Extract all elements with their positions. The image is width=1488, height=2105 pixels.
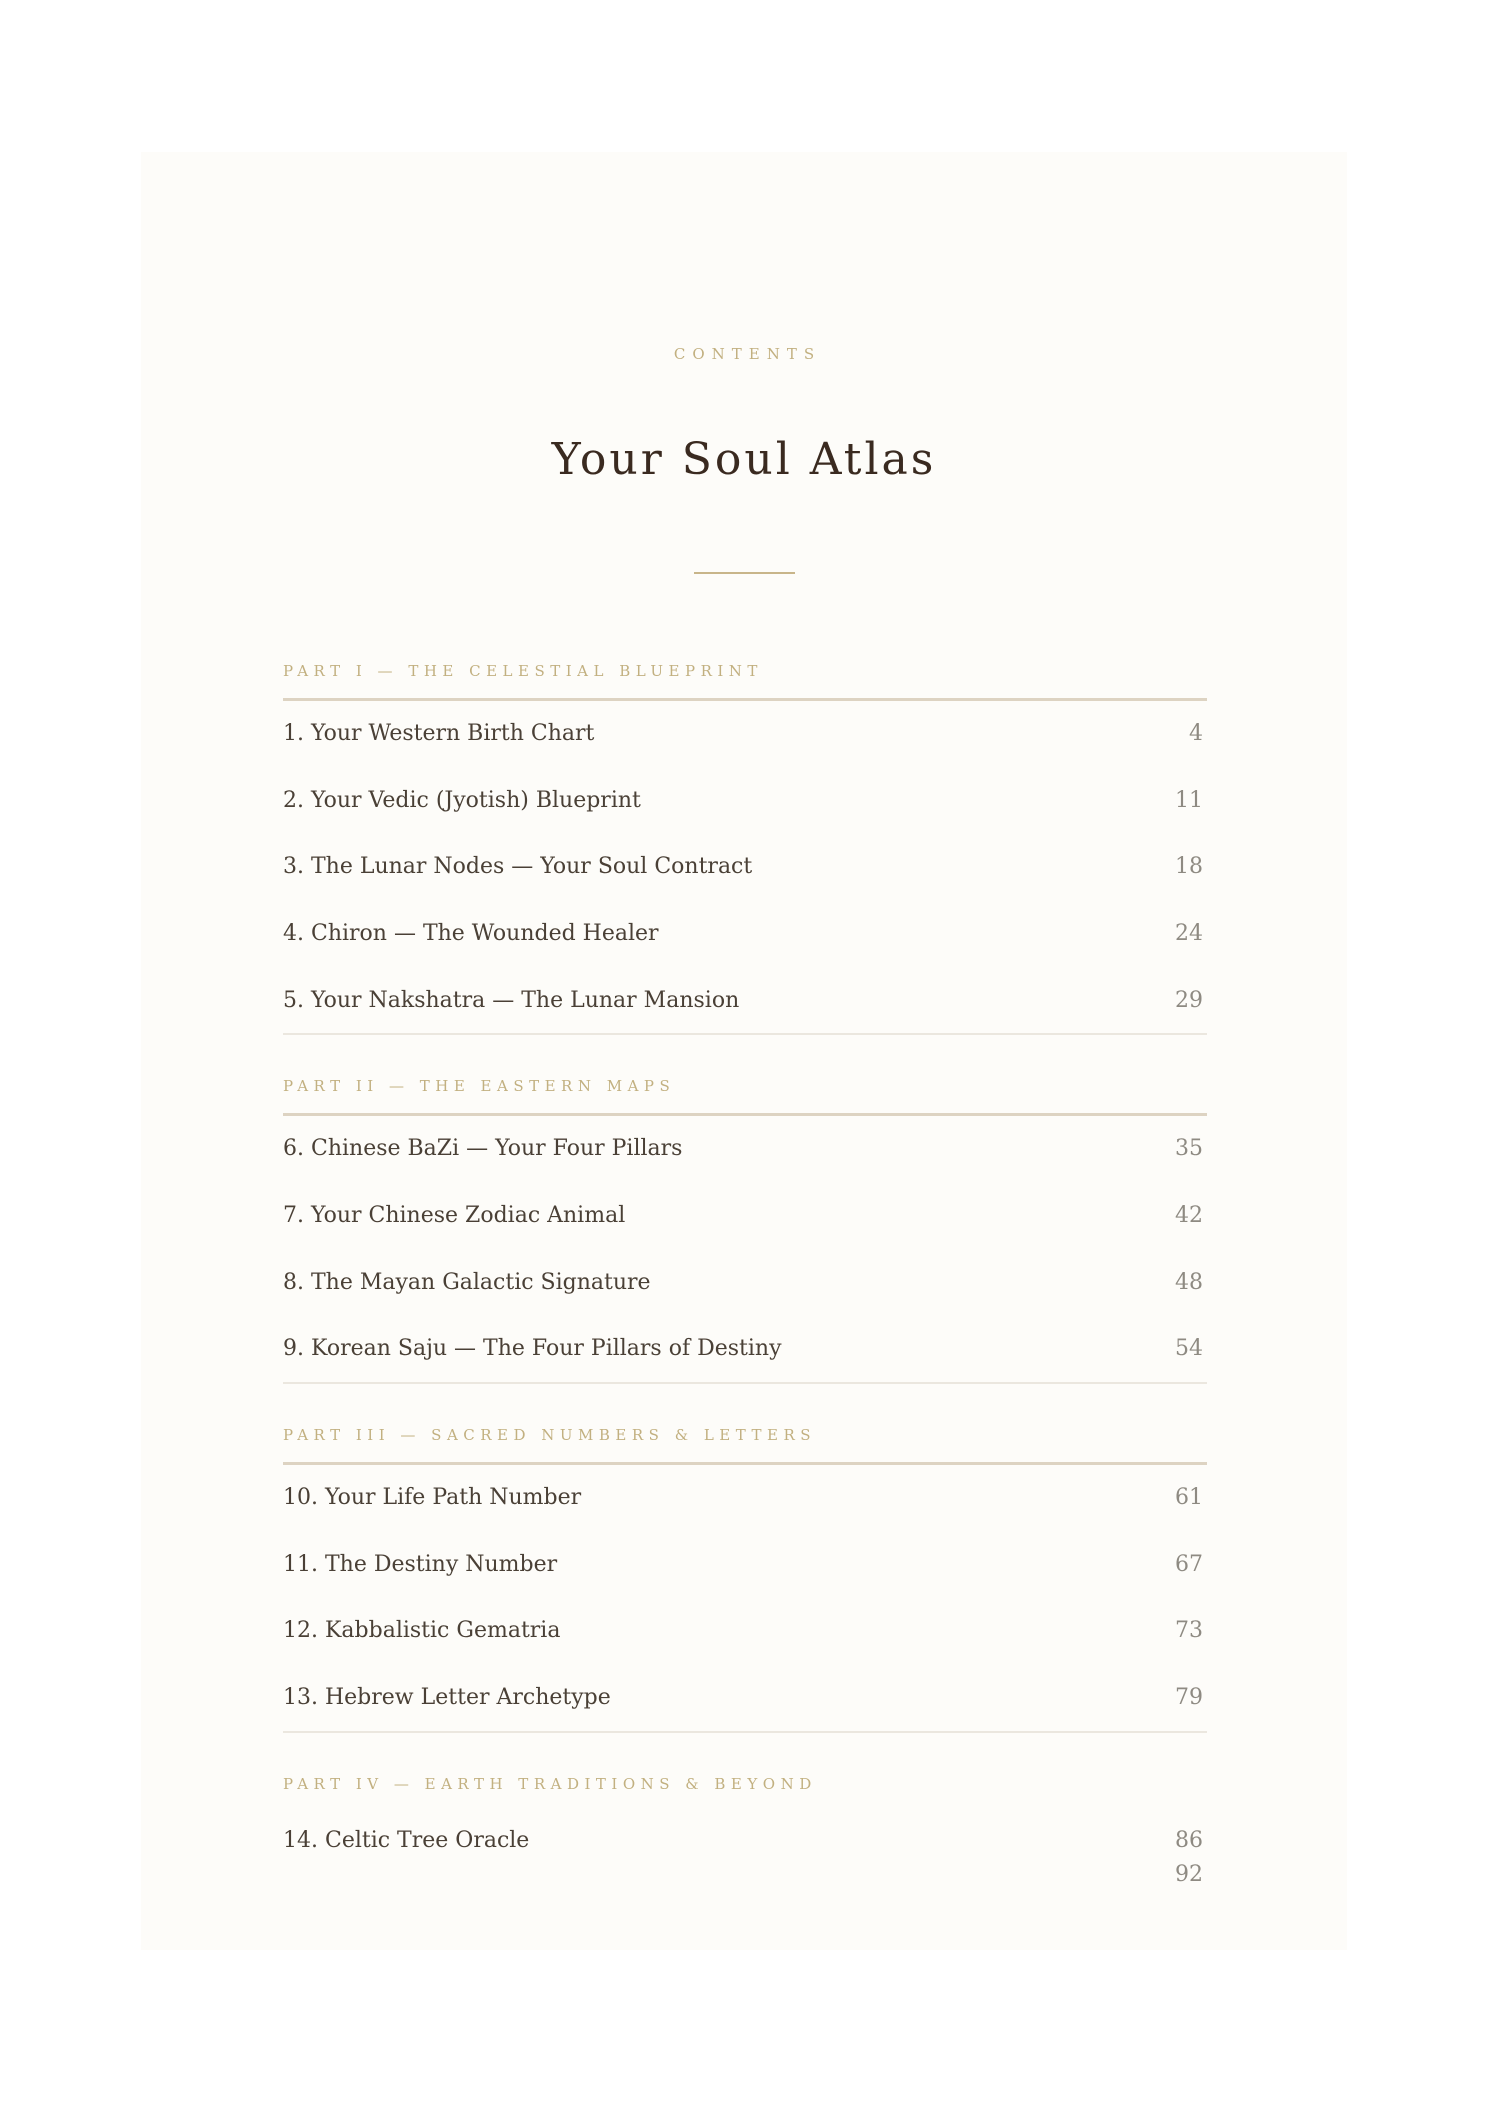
entry-page: 11 [1175, 787, 1203, 813]
entry-page: 61 [1175, 1485, 1203, 1511]
entry-title: 3. The Lunar Nodes — Your Soul Contract [283, 854, 753, 880]
entry-page: 48 [1175, 1269, 1203, 1295]
part-2 [283, 1075, 1207, 1384]
entry-title: 13. Hebrew Letter Archetype [283, 1685, 611, 1711]
entry-title: 10. Your Life Path Number [283, 1485, 582, 1511]
entry-page: 73 [1175, 1618, 1203, 1644]
entry-title: 2. Your Vedic (Jyotish) Blueprint [283, 787, 641, 813]
entry-title: 8. The Mayan Galactic Signature [283, 1269, 651, 1295]
entry-page: 4 [1189, 720, 1203, 746]
entry-page: 79 [1175, 1685, 1203, 1711]
title-divider [694, 572, 795, 574]
entry-title: 9. Korean Saju — The Four Pillars of Destiny [283, 1336, 782, 1362]
toc-entry[interactable] [283, 1115, 1207, 1182]
toc-entry[interactable] [283, 700, 1207, 767]
toc-entry[interactable] [283, 967, 1207, 1034]
entry-page: 18 [1175, 854, 1203, 880]
toc-entry[interactable] [283, 1249, 1207, 1316]
toc-entry[interactable] [283, 767, 1207, 834]
part-4 [283, 1773, 1207, 1887]
toc-entry[interactable] [283, 1598, 1207, 1665]
part-header: PART II — THE EASTERN MAPS [283, 1077, 676, 1096]
entry-title: 1. Your Western Birth Chart [283, 720, 595, 746]
entry-page: 35 [1175, 1136, 1203, 1162]
entry-title: 6. Chinese BaZi — Your Four Pillars [283, 1136, 683, 1162]
section-divider [283, 1731, 1207, 1733]
entry-title: 7. Your Chinese Zodiac Animal [283, 1202, 626, 1228]
toc-entry[interactable] [283, 1316, 1207, 1383]
part-header: PART I — THE CELESTIAL BLUEPRINT [283, 662, 763, 680]
section-divider [283, 1382, 1207, 1384]
entry-title: 12. Kabbalistic Gematria [283, 1618, 561, 1644]
part-3 [283, 1424, 1207, 1733]
entry-page: 42 [1175, 1202, 1203, 1228]
entry-title: 4. Chiron — The Wounded Healer [283, 920, 659, 946]
part-header: PART IV — EARTH TRADITIONS & BEYOND [283, 1774, 817, 1793]
contents-eyebrow: CONTENTS [673, 345, 822, 363]
entry-page: 86 [1175, 1827, 1203, 1853]
toc-entry[interactable] [283, 1182, 1207, 1249]
entry-page: 54 [1175, 1336, 1203, 1362]
part-header: PART III — SACRED NUMBERS & LETTERS [283, 1426, 817, 1445]
entry-title: 5. Your Nakshatra — The Lunar Mansion [283, 987, 740, 1013]
entry-title: 14. Celtic Tree Oracle [283, 1827, 530, 1853]
page-title: Your Soul Atlas [551, 434, 937, 485]
entry-page: 24 [1175, 920, 1203, 946]
toc-entry[interactable] [283, 900, 1207, 967]
toc-entry[interactable] [283, 1664, 1207, 1731]
toc-entry[interactable] [283, 833, 1207, 900]
part-1 [283, 660, 1207, 1035]
toc-page [141, 152, 1347, 1950]
toc-entry[interactable] [283, 1531, 1207, 1598]
entry-page: 29 [1175, 987, 1203, 1013]
entry-title: 11. The Destiny Number [283, 1551, 558, 1577]
entry-page: 67 [1175, 1551, 1203, 1577]
toc-entry[interactable] [283, 1464, 1207, 1531]
section-divider [283, 1033, 1207, 1035]
trailing-page-number: 92 [1175, 1861, 1203, 1887]
table-of-contents [283, 660, 1207, 1887]
